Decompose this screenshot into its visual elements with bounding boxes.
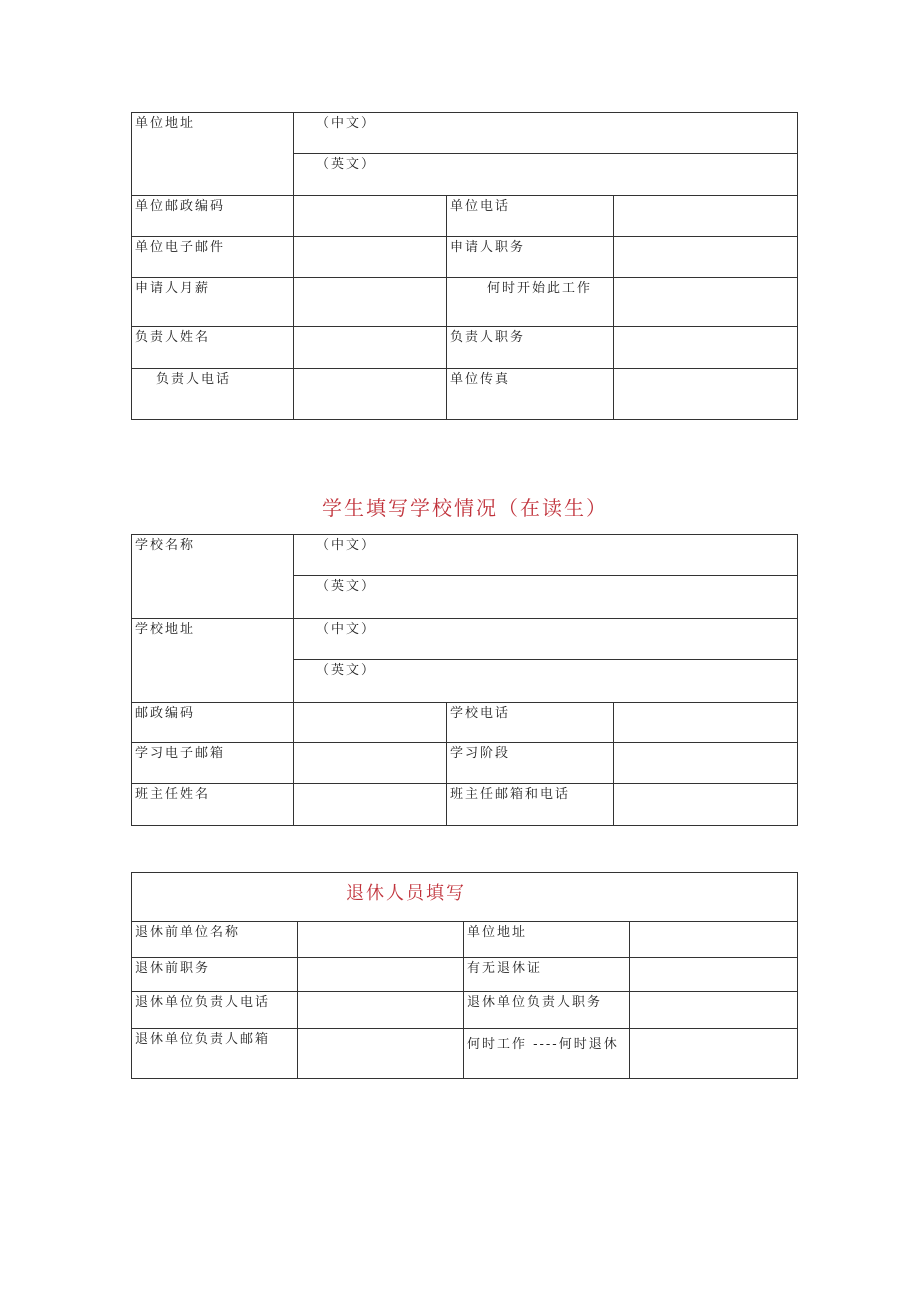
- work-fax-field[interactable]: [614, 369, 798, 420]
- teacher-contact-label: 班主任邮箱和电话: [447, 784, 614, 826]
- school-phone-field[interactable]: [614, 703, 798, 743]
- retired-leader-phone-field[interactable]: [298, 992, 464, 1029]
- school-address-label: 学校地址: [132, 619, 294, 703]
- prev-unit-field[interactable]: [298, 922, 464, 958]
- school-name-label: 学校名称: [132, 535, 294, 619]
- retired-unit-address-field[interactable]: [630, 922, 798, 958]
- work-email-label: 单位电子邮件: [132, 237, 294, 278]
- start-date-field[interactable]: [614, 278, 798, 327]
- retired-unit-address-label: 单位地址: [464, 922, 630, 958]
- leader-phone-field[interactable]: [294, 369, 447, 420]
- school-name-cn-field[interactable]: （中文）: [294, 535, 798, 576]
- prev-position-label: 退休前职务: [132, 958, 298, 992]
- school-name-en-field[interactable]: （英文）: [294, 576, 798, 619]
- prev-position-field[interactable]: [298, 958, 464, 992]
- leader-position-field[interactable]: [614, 327, 798, 369]
- teacher-name-field[interactable]: [294, 784, 447, 826]
- teacher-contact-field[interactable]: [614, 784, 798, 826]
- work-period-field[interactable]: [630, 1029, 798, 1079]
- work-postcode-label: 单位邮政编码: [132, 196, 294, 237]
- applicant-position-label: 申请人职务: [447, 237, 614, 278]
- leader-name-label: 负责人姓名: [132, 327, 294, 369]
- leader-position-label: 负责人职务: [447, 327, 614, 369]
- prev-unit-label: 退休前单位名称: [132, 922, 298, 958]
- retirement-certificate-label: 有无退休证: [464, 958, 630, 992]
- work-address-en-field[interactable]: （英文）: [294, 154, 798, 196]
- retired-leader-email-label: 退休单位负责人邮箱: [132, 1029, 298, 1079]
- work-email-field[interactable]: [294, 237, 447, 278]
- work-period-label: 何时工作 ----何时退休: [464, 1029, 630, 1079]
- school-phone-label: 学校电话: [447, 703, 614, 743]
- work-fax-label: 单位传真: [447, 369, 614, 420]
- retired-section-heading: 退休人员填写: [346, 883, 466, 904]
- work-postcode-field[interactable]: [294, 196, 447, 237]
- work-unit-table: [131, 112, 798, 420]
- salary-label: 申请人月薪: [132, 278, 294, 327]
- school-postcode-field[interactable]: [294, 703, 447, 743]
- school-postcode-label: 邮政编码: [132, 703, 294, 743]
- student-school-table: [131, 534, 798, 826]
- start-date-label: 何时开始此工作: [447, 278, 614, 327]
- study-email-label: 学习电子邮箱: [132, 743, 294, 784]
- salary-field[interactable]: [294, 278, 447, 327]
- retired-leader-phone-label: 退休单位负责人电话: [132, 992, 298, 1029]
- leader-phone-label: 负责人电话: [132, 369, 294, 420]
- teacher-name-label: 班主任姓名: [132, 784, 294, 826]
- school-address-en-field[interactable]: （英文）: [294, 660, 798, 703]
- work-address-label: 单位地址: [132, 113, 294, 196]
- retired-leader-email-field[interactable]: [298, 1029, 464, 1079]
- leader-name-field[interactable]: [294, 327, 447, 369]
- work-phone-label: 单位电话: [447, 196, 614, 237]
- work-address-cn-field[interactable]: （中文）: [294, 113, 798, 154]
- retirement-certificate-field[interactable]: [630, 958, 798, 992]
- student-section-heading: 学生填写学校情况（在读生）: [322, 496, 608, 520]
- study-stage-field[interactable]: [614, 743, 798, 784]
- retired-table: [131, 872, 798, 1079]
- work-phone-field[interactable]: [614, 196, 798, 237]
- study-stage-label: 学习阶段: [447, 743, 614, 784]
- applicant-position-field[interactable]: [614, 237, 798, 278]
- retired-leader-position-label: 退休单位负责人职务: [464, 992, 630, 1029]
- study-email-field[interactable]: [294, 743, 447, 784]
- school-address-cn-field[interactable]: （中文）: [294, 619, 798, 660]
- retired-leader-position-field[interactable]: [630, 992, 798, 1029]
